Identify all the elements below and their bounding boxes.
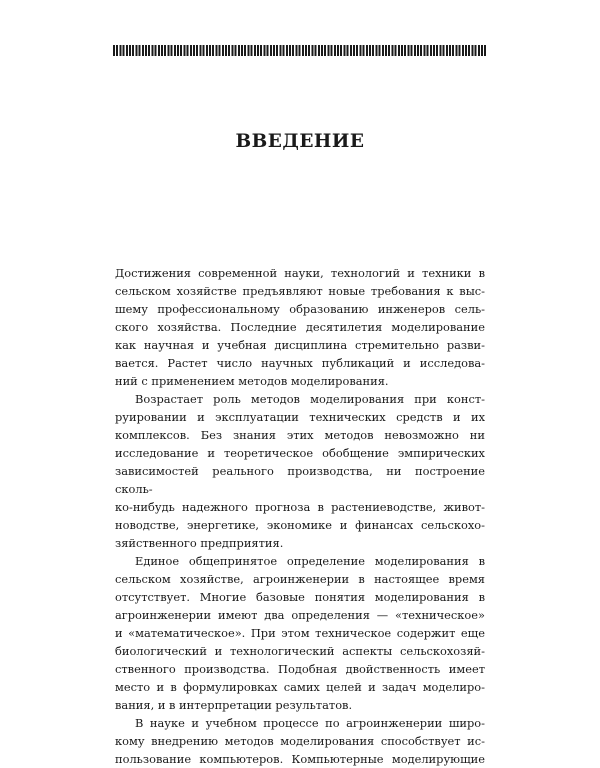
text-line: вания, и в интерпретации результатов.: [115, 698, 353, 712]
text-line: Возрастает роль методов моделирования при конст-: [135, 392, 485, 406]
text-line: сельском хозяйстве предъявляют новые требования к выс-: [115, 284, 485, 298]
text-line: агроинженерии имеют два определения — «техническое»: [115, 608, 485, 622]
paragraph-4: [115, 714, 485, 768]
chapter-title: ВВЕДЕНИЕ: [235, 131, 365, 152]
body-text: [115, 264, 485, 768]
text-line: шему профессиональному образованию инженеров сель-: [115, 302, 485, 316]
paragraph-2: [115, 390, 485, 552]
text-line: ко-нибудь надежного прогноза в растениеводстве, живот-: [115, 500, 485, 514]
text-line: зяйственного предприятия.: [115, 536, 284, 550]
text-line: исследование и теоретическое обобщение эмпирических: [115, 446, 485, 460]
text-line: и «математическое». При этом техническое содержит еще: [115, 626, 485, 640]
text-line: зависимостей реального производства, ни построение сколь-: [115, 464, 485, 496]
text-line: комплексов. Без знания этих методов невозможно ни: [115, 428, 485, 442]
paragraph-3: [115, 552, 485, 714]
paragraph-1: [115, 264, 485, 390]
text-line: руировании и эксплуатации технических средств и их: [115, 410, 485, 424]
text-line: Единое общепринятое определение моделирования в: [135, 554, 485, 568]
text-line: В науке и учебном процессе по агроинженерии широ-: [135, 716, 485, 730]
text-line: место и в формулировках самих целей и задач моделиро-: [115, 680, 485, 694]
text-line: биологический и технологический аспекты сельскохозяй-: [115, 644, 485, 658]
text-line: ского хозяйства. Последние десятилетия моделирование: [115, 320, 485, 334]
text-line: вается. Растет число научных публикаций и исследова-: [115, 356, 485, 370]
text-line: отсутствует. Многие базовые понятия моделирования в: [115, 590, 485, 604]
text-line: сельском хозяйстве, агроинженерии в настоящее время: [115, 572, 485, 586]
text-line: пользование компьютеров. Компьютерные моделирующие: [115, 752, 485, 766]
text-line: ний с применением методов моделирования.: [115, 374, 389, 388]
header-decorative-rule: [113, 45, 487, 56]
text-line: Достижения современной науки, технологий и техники в: [115, 266, 485, 280]
text-line: кому внедрению методов моделирования способствует ис-: [115, 734, 485, 748]
text-line: как научная и учебная дисциплина стремительно разви-: [115, 338, 485, 352]
text-line: ственного производства. Подобная двойственность имеет: [115, 662, 485, 676]
text-line: новодстве, энергетике, экономике и финансах сельскохо-: [115, 518, 485, 532]
